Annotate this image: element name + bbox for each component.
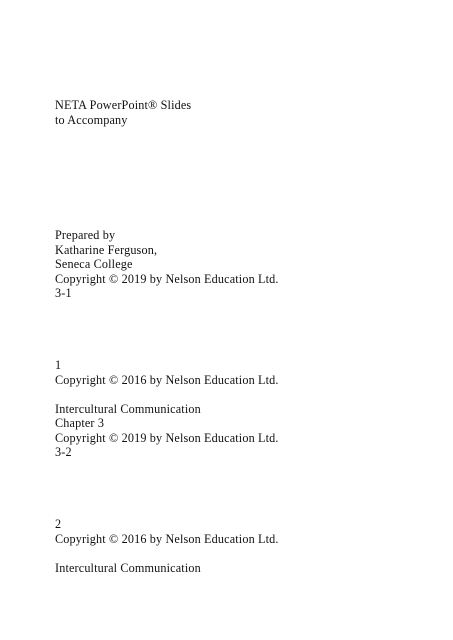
author-name: Katharine Ferguson, [55,243,158,257]
slide-number: 3-2 [55,445,72,459]
prepared-by: Prepared by [55,228,116,242]
copyright-line: Copyright © 2016 by Nelson Education Ltd. [55,373,279,387]
page-number: 2 [55,517,62,531]
title-line-2: to Accompany [55,113,128,127]
copyright-line: Copyright © 2019 by Nelson Education Ltd. [55,431,279,445]
slide-number: 3-1 [55,286,72,300]
section-title: Intercultural Communication [55,402,201,416]
page-number: 1 [55,358,62,372]
copyright-line: Copyright © 2019 by Nelson Education Ltd. [55,272,279,286]
section-title: Intercultural Communication [55,561,201,575]
copyright-line: Copyright © 2016 by Nelson Education Ltd. [55,532,279,546]
author-institution: Seneca College [55,257,133,271]
chapter-label: Chapter 3 [55,416,105,430]
title-line-1: NETA PowerPoint® Slides [55,98,192,112]
